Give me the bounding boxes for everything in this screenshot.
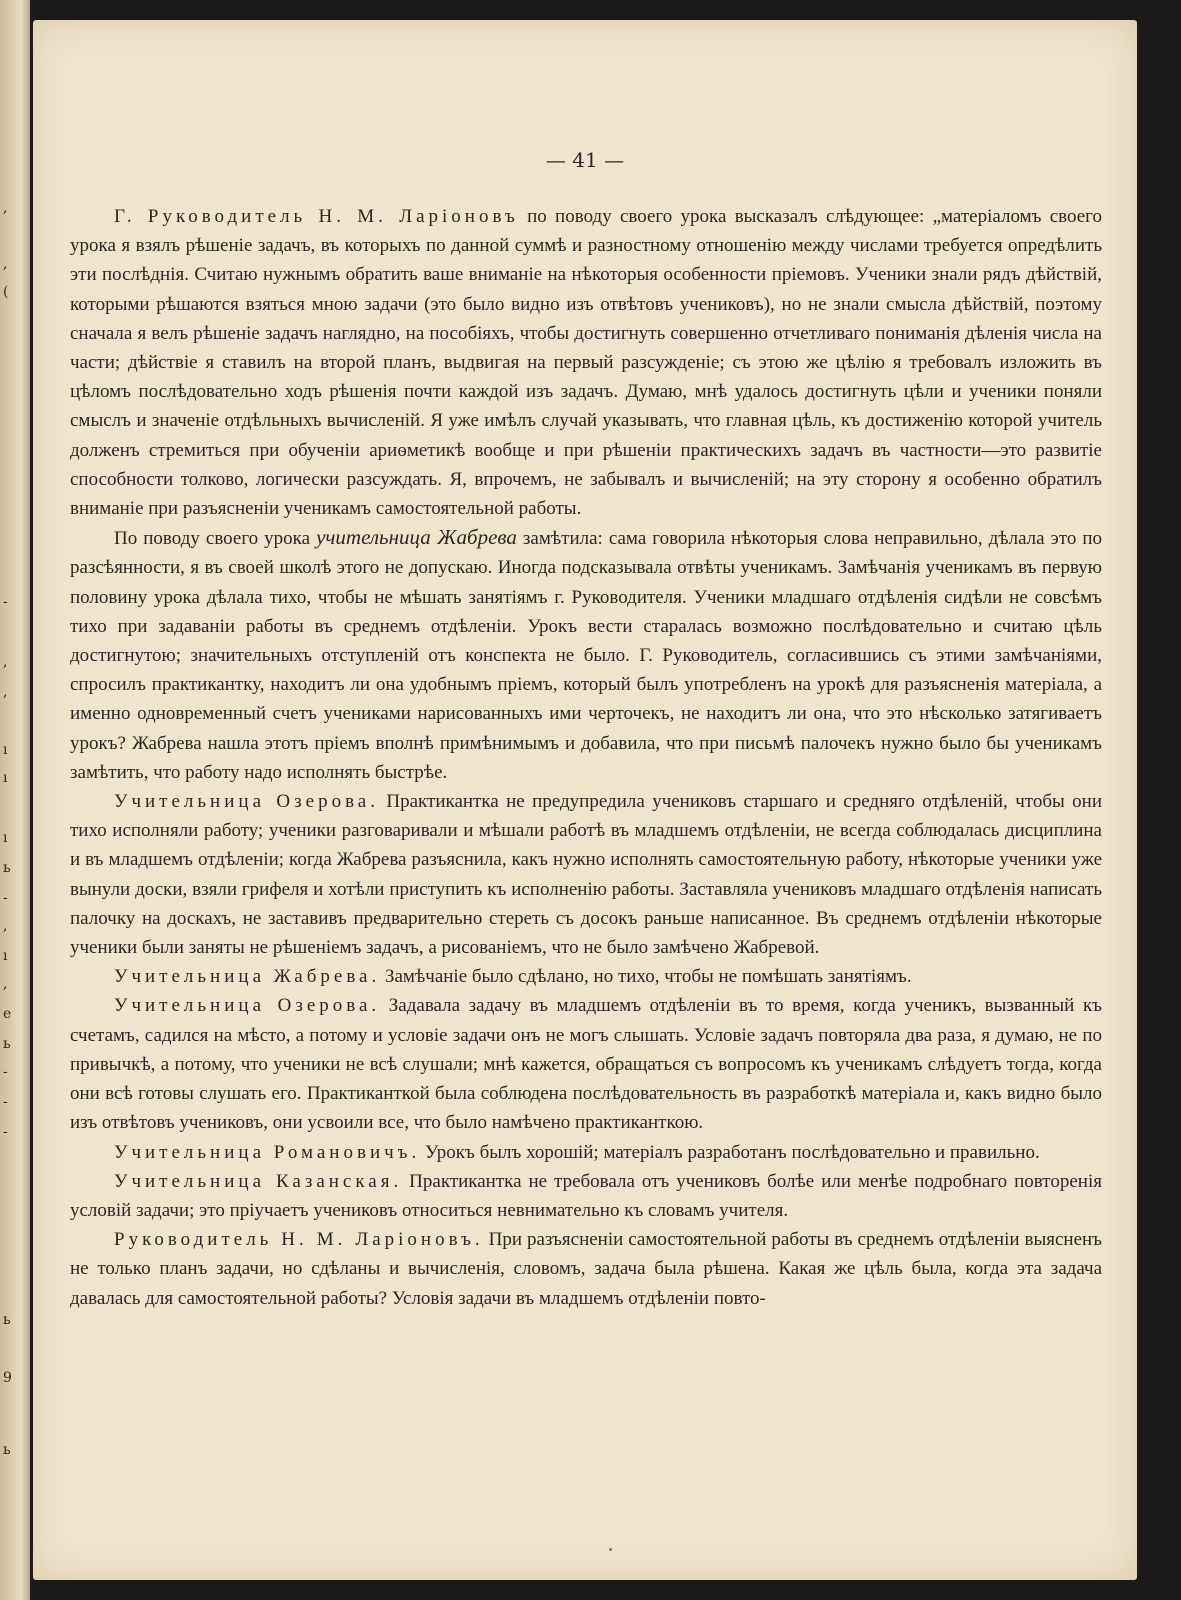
- margin-fragment: ı: [3, 770, 8, 786]
- margin-fragment: ,: [3, 684, 8, 700]
- paragraph-zhabreva-reply: [70, 962, 1102, 991]
- speaker-name: Учительница Озерова.: [114, 995, 381, 1017]
- margin-fragment: e: [3, 1006, 12, 1022]
- margin-fragment: -: [3, 890, 8, 906]
- paragraph-larionov-remarks: [70, 202, 1102, 523]
- paragraph-text: При разъясненіи самостоятельной работы въ среднемъ отдѣленіи выясненъ не только планъ задачи, но сдѣланы и вычисленія, словомъ, задача была рѣшена. Какая же цѣль была, когда эта задача давалась для самостоятельной работы? Условія задачи въ младшемъ отдѣленіи повто-: [70, 1229, 1102, 1309]
- paragraph-text: Урокъ былъ хорошій; матеріалъ разработанъ послѣдовательно и правильно.: [420, 1141, 1040, 1163]
- page-number: — 41 —: [545, 148, 625, 172]
- speaker-name: Учительница Романовичъ.: [114, 1141, 421, 1163]
- paragraph-lead: По поводу своего урока: [114, 528, 317, 550]
- book-page: [33, 20, 1137, 1580]
- paragraph-text: Практикантка не требовала отъ учениковъ болѣе или менѣе подробнаго повторенія условій задачи; это пріучаетъ учениковъ относиться невнимательно къ словамъ учителя.: [70, 1170, 1102, 1221]
- previous-page-edge: [0, 0, 30, 1600]
- paragraph-romanovich: [70, 1138, 1102, 1167]
- margin-fragment: -: [3, 1094, 8, 1110]
- paragraph-text: Задавала задачу въ младшемъ отдѣленіи въ то время, когда ученикъ, вызванный къ счетамъ, садился на мѣсто, а потому и условіе задачи онъ не могъ слышать. Условіе задачъ повторяла два раза, я думаю, не по привычкѣ, а потому, что ученики не всѣ слушали; мнѣ кажется, обращаться съ вопросомъ къ ученикамъ слѣдуетъ тогда, когда они всѣ готовы слушать его. Практиканткой была соблюдена послѣдовательность въ разработкѣ матеріала и, какъ видно было изъ отвѣтовъ учениковъ, они усвоили все, что было намѣчено практиканткою.: [70, 995, 1103, 1134]
- margin-fragment: ь: [3, 860, 11, 876]
- paragraph-text: замѣтила: сама говорила нѣкоторыя слова неправильно, дѣлала это по разсѣянности, я въ своей школѣ этого не допускаю. Иногда подсказывала отвѣты ученикамъ. Замѣчанія ученикамъ въ первую половину урока дѣлала тихо, чтобы не мѣшать занятіямъ г. Руководителя. Ученики младшаго отдѣленія сидѣли не совсѣмъ тихо при задаваніи работы въ среднемъ отдѣленіи. Урокъ вести старалась возможно послѣдовательно и считаю цѣль достигнутою; значительныхъ отступленій отъ конспекта не было. Г. Руководитель, согласившись съ этими замѣчаніями, спросилъ практикантку, находитъ ли она удобнымъ пріемъ, который былъ употребленъ на урокѣ для разъясненія матеріала, а именно одновременный счетъ учениками нарисованныхъ ими черточекъ, не находитъ ли она, что это нѣсколько затягиваетъ урокъ? Жабрева нашла этотъ пріемъ вполнѣ примѣнимымъ и добавила, что при письмѣ палочекъ нужно было бы ученикамъ замѣтить, что работу надо исполнять быстрѣе.: [70, 528, 1102, 783]
- speaker-name: Г. Руководитель Н. М. Ларіоновъ: [114, 206, 519, 227]
- margin-fragment: ,: [3, 256, 8, 272]
- margin-fragment: -: [3, 594, 8, 610]
- margin-fragment: ь: [3, 1036, 11, 1052]
- margin-fragment: ,: [3, 918, 8, 934]
- speaker-name: учительница Жабрева: [316, 525, 517, 550]
- margin-fragment: ,: [3, 976, 8, 992]
- paragraph-larionov-closing: [70, 1225, 1102, 1313]
- margin-fragment: ,: [3, 200, 8, 216]
- paragraph-text: по поводу своего урока высказалъ слѣдующее: „матеріаломъ своего урока я взялъ рѣшеніе задачъ, въ которыхъ по данной суммѣ и разностному отношенію между числами требуется опредѣлить эти послѣднія. Считаю нужнымъ обратить ваше вниманіе на нѣкоторыя особенности пріемовъ. Ученики знали рядъ дѣйствій, которыми рѣшаются взяться мною задачи (это было видно изъ отвѣтовъ учениковъ), но не знали смысла дѣйствій, поэтому сначала я велъ рѣшеніе задачъ наглядно, на пособіяхъ, чтобы достигнуть совершенно отчетливаго пониманія дѣленія числа на части; дѣйствіе я ставилъ на второй планъ, выдвигая на первый разсужденіе; съ этою же цѣлію я требовалъ изложить въ цѣломъ послѣдовательно ходъ рѣшенія почти каждой изъ задачъ. Думаю, мнѣ удалось достигнуть цѣли и ученики поняли смыслъ и значеніе отдѣльныхъ вычисленій. Я уже имѣлъ случай указывать, что главная цѣль, къ достиженію которой учитель долженъ стремиться при обученіи ариѳметикѣ вообще и при рѣшеніи практическихъ задачъ въ частности—это развитіе способности толково, логически разсуждать. Я, впрочемъ, не забывалъ и вычисленій; на эту сторону я особенно обратилъ вниманіе при разъясненіи ученикамъ самостоятельной работы.: [70, 206, 1103, 520]
- speaker-name: Руководитель Н. М. Ларіоновъ.: [114, 1229, 484, 1251]
- margin-fragment: (: [3, 284, 9, 300]
- paragraph-ozerova-remarks: [70, 787, 1102, 962]
- margin-fragment: ı: [3, 830, 8, 846]
- margin-fragment: ь: [3, 1312, 11, 1328]
- margin-fragment: -: [3, 1064, 8, 1080]
- speaker-name: Учительница Озерова.: [114, 791, 379, 813]
- paragraph-text: Практикантка не предупредила учениковъ старшаго и средняго отдѣленій, чтобы они тихо исполняли работу; ученики разговаривали и мѣшали работѣ въ младшемъ отдѣленіи, не всегда соблюдалась дисциплина и въ младшемъ отдѣленіи; когда Жабрева разъяснила, какъ нужно исполнять самостоятельную работу, нѣкоторые ученики уже вынули доски, взяли грифеля и хотѣли приступить къ исполненію работы. Заставляла учениковъ младшаго отдѣленія написать палочку на доскахъ, не заставивъ предварительно стереть съ досокъ раньше написанное. Въ среднемъ отдѣленіи нѣкоторые ученики были заняты не рѣшеніемъ задачъ, а рисованіемъ, что не было замѣчено Жабревой.: [70, 791, 1102, 959]
- paragraph-text: Замѣчаніе было сдѣлано, но тихо, чтобы не помѣшать занятіямъ.: [380, 966, 912, 988]
- margin-fragment: ı: [3, 948, 8, 964]
- margin-fragment: -: [3, 1124, 8, 1140]
- margin-fragment: 9: [3, 1370, 12, 1386]
- margin-fragment: ,: [3, 654, 8, 670]
- margin-fragment: ı: [3, 742, 8, 758]
- margin-fragment: ь: [3, 1442, 11, 1458]
- paragraph-zhabreva-remarks: [70, 523, 1102, 787]
- speaker-name: Учительница Казанская.: [114, 1170, 403, 1192]
- ink-spot: [609, 1548, 612, 1551]
- page-body: [70, 202, 1102, 1313]
- paragraph-ozerova-second: [70, 991, 1102, 1137]
- paragraph-kazanskaya: [70, 1167, 1102, 1225]
- speaker-name: Учительница Жабрева.: [114, 966, 381, 988]
